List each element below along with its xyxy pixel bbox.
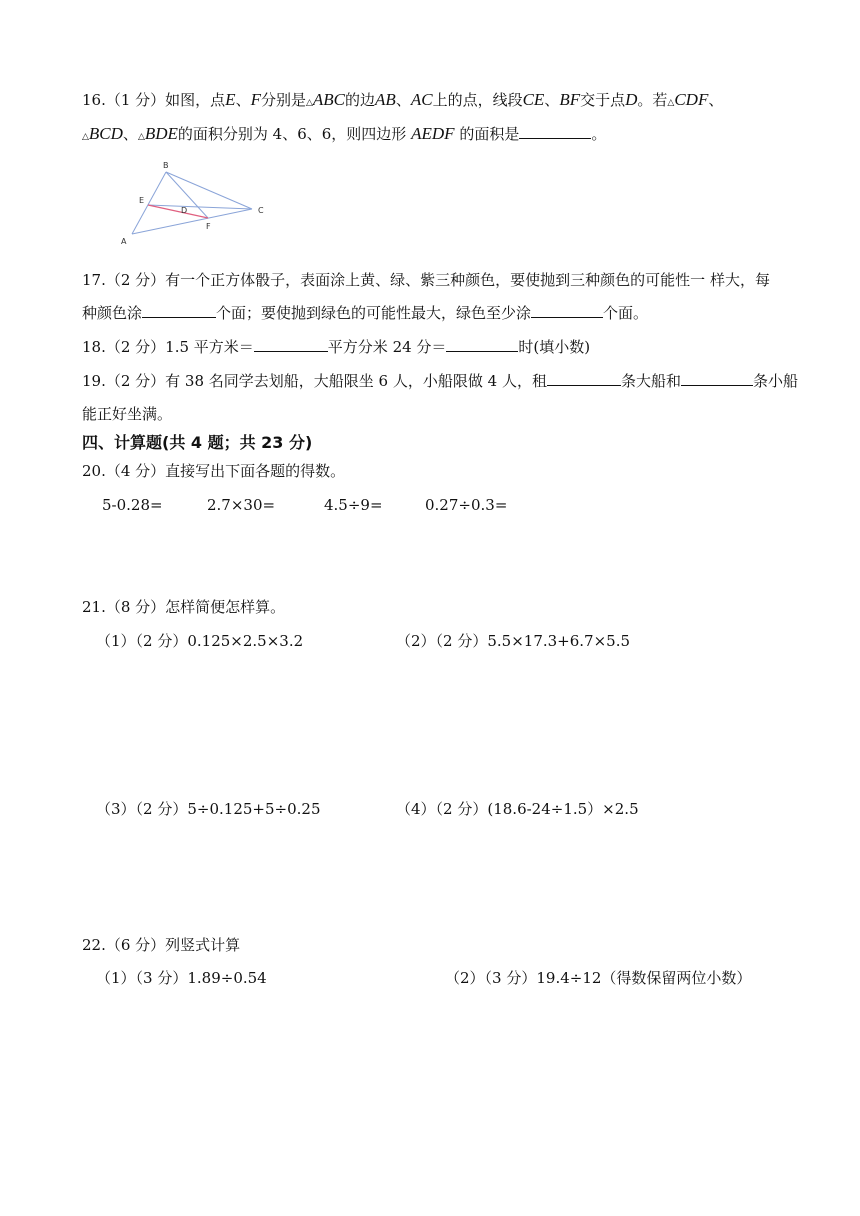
segment-ce: CE	[522, 90, 545, 109]
q21-title: 21.（8 分）怎样简便怎样算。	[82, 598, 286, 616]
triangle-symbol: △	[305, 98, 313, 108]
answer-blank[interactable]	[254, 337, 328, 352]
q22-title: 22.（6 分）列竖式计算	[82, 936, 241, 954]
triangle-bcd: BCD	[88, 124, 123, 143]
side-bc-line	[166, 172, 252, 209]
triangle-figure	[114, 158, 274, 250]
q16-text: 16.（1 分）如图，点	[82, 91, 226, 109]
q19-text: 19.（2 分）有 38 名同学去划船，大船限坐 6 人，小船限做 4 人，租	[82, 372, 547, 390]
point-e: E	[225, 90, 236, 109]
separator: 、	[235, 91, 251, 109]
separator: 、	[395, 91, 411, 109]
q19-text: 能正好坐满。	[82, 405, 173, 423]
q21-part-1: （1）（2 分）0.125×2.5×3.2	[96, 632, 304, 650]
q19-line1	[82, 371, 798, 391]
answer-blank[interactable]	[531, 303, 603, 318]
q17-text: 种颜色涂	[82, 304, 143, 322]
q18-text: 18.（2 分）1.5 平方米＝	[82, 338, 254, 356]
q17-text: 个面。	[603, 304, 649, 322]
q20-item-2: 2.7×30=	[207, 496, 276, 514]
q16-text: 上的点，线段	[432, 91, 523, 109]
q19-line2	[82, 404, 172, 424]
triangle-symbol: △	[82, 132, 89, 142]
q16-text: 的面积分别为 4、6、6，则四边形	[177, 125, 407, 143]
q22-part-1: （1）（3 分）1.89÷0.54	[96, 969, 267, 987]
q21-part-2: （2）（2 分）5.5×17.3+6.7×5.5	[396, 632, 631, 650]
section-heading: 四、计算题(共 4 题；共 23 分)	[82, 433, 313, 452]
triangle-symbol: △	[137, 132, 145, 142]
side-ab-line	[132, 172, 166, 234]
q20-title: 20.（4 分）直接写出下面各题的得数。	[82, 462, 346, 480]
label-c: C	[258, 206, 264, 215]
side-ac-line	[132, 209, 252, 234]
side-ac: AC	[410, 90, 433, 109]
q16-text: 。	[591, 125, 607, 143]
answer-blank[interactable]	[519, 124, 591, 139]
side-ab: AB	[375, 90, 396, 109]
separator: 、	[122, 125, 138, 143]
point-d: D	[625, 90, 638, 109]
answer-blank[interactable]	[547, 371, 621, 386]
q17-line1	[82, 270, 770, 290]
q20-item-3: 4.5÷9=	[324, 496, 383, 514]
label-a: A	[121, 237, 127, 246]
q16-text: 分别是	[260, 91, 306, 109]
q22-part-2: （2）（3 分）19.4÷12（得数保留两位小数）	[445, 969, 752, 987]
q16-text: 的面积是	[459, 125, 520, 143]
q21-part-4: （4）（2 分）(18.6-24÷1.5）×2.5	[396, 800, 639, 818]
triangle-abc: ABC	[312, 90, 346, 109]
label-b: B	[163, 161, 169, 170]
answer-blank[interactable]	[142, 303, 216, 318]
label-f: F	[206, 222, 211, 231]
triangle-cdf: CDF	[674, 90, 709, 109]
q17-text: 17.（2 分）有一个正方体骰子，表面涂上黄、绿、紫三种颜色，要使抛到三种颜色的可能性一 样大，每	[82, 271, 770, 289]
label-d: D	[181, 206, 188, 215]
q20-item-1: 5-0.28=	[102, 496, 163, 514]
q16-text: 的边	[345, 91, 376, 109]
q21-part-3: （3）（2 分）5÷0.125+5÷0.25	[96, 800, 321, 818]
q19-text: 条大船和	[620, 372, 681, 390]
segment-bf: BF	[559, 90, 581, 109]
point-f: F	[250, 90, 261, 109]
q17-line2	[82, 303, 648, 323]
q18-text: 平方分米 24 分＝	[327, 338, 447, 356]
q16-line2	[82, 124, 606, 147]
answer-blank[interactable]	[681, 371, 753, 386]
answer-blank[interactable]	[446, 337, 518, 352]
q16-text: 交于点	[580, 91, 626, 109]
q17-text: 个面；要使抛到绿色的可能性最大，绿色至少涂	[216, 304, 532, 322]
q16-line1	[82, 90, 723, 113]
q18-text: 时(填小数)	[518, 338, 591, 356]
q18-line	[82, 337, 590, 357]
label-e: E	[139, 196, 145, 205]
separator: 、	[708, 91, 724, 109]
separator: 、	[544, 91, 560, 109]
triangle-symbol: △	[667, 98, 675, 108]
quadrilateral-aedf: AEDF	[411, 124, 455, 143]
q16-text: 。若	[637, 91, 668, 109]
triangle-bde: BDE	[144, 124, 178, 143]
q20-item-4: 0.27÷0.3=	[425, 496, 508, 514]
q19-text: 条小船	[752, 372, 798, 390]
